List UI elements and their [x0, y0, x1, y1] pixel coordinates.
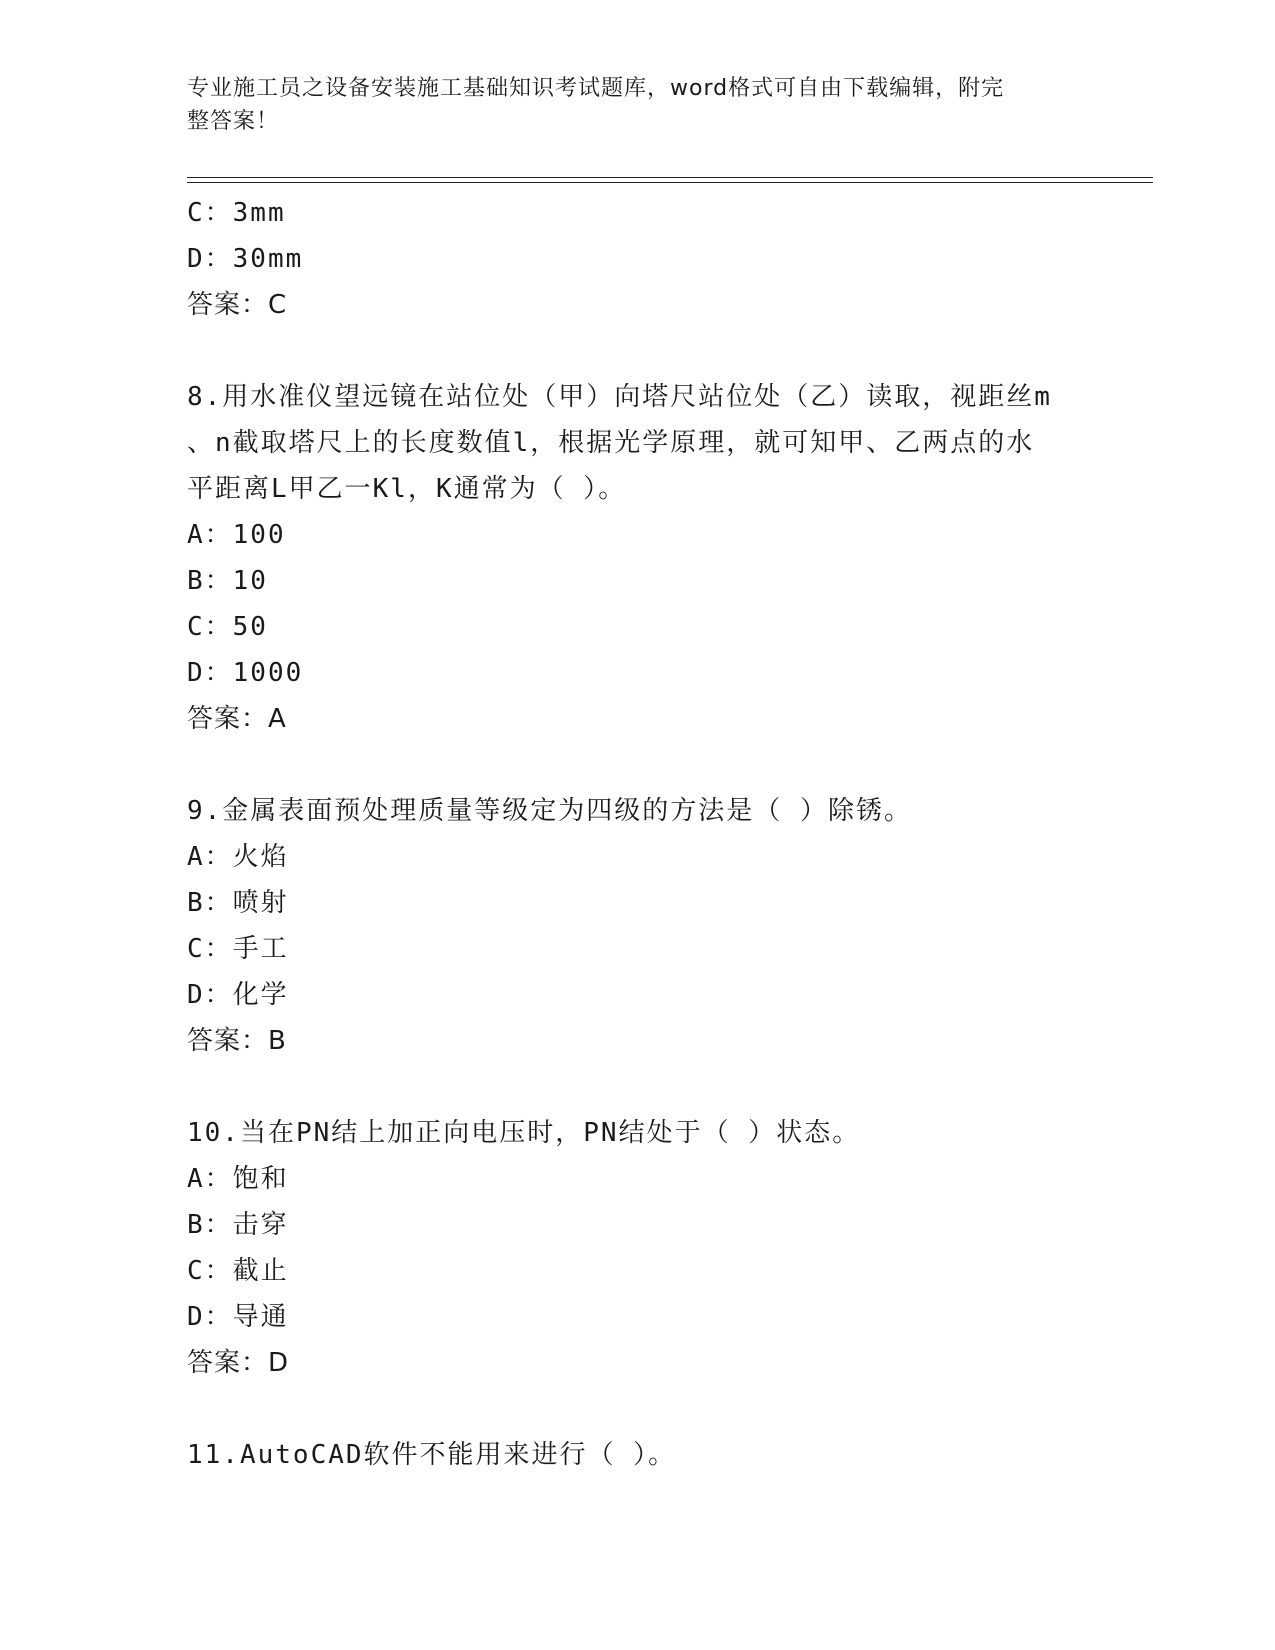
answer-label: 答案：D	[187, 1348, 290, 1378]
question-text-line: 10.当在PN结上加正向电压时，PN结处于（ ）状态。	[187, 1118, 861, 1148]
question-text-line: 9.金属表面预处理质量等级定为四级的方法是（ ）除锈。	[187, 796, 912, 826]
option-b: B：喷射	[187, 888, 289, 918]
question-9	[187, 788, 1087, 1064]
spacer	[187, 1386, 1087, 1432]
answer-label: 答案：C	[187, 290, 288, 320]
spacer	[187, 742, 1087, 788]
option-a: A：饱和	[187, 1164, 289, 1194]
option-a: A：100	[187, 520, 286, 550]
option-b: B：10	[187, 566, 268, 596]
option-c: C：手工	[187, 934, 289, 964]
option-c: C：50	[187, 612, 268, 642]
header-divider-bottom	[187, 182, 1153, 183]
question-text-line: 11.AutoCAD软件不能用来进行（ ）。	[187, 1440, 677, 1470]
document-header	[187, 72, 1067, 138]
spacer	[187, 1064, 1087, 1110]
option-a: A：火焰	[187, 842, 289, 872]
question-10	[187, 1110, 1087, 1386]
header-line-1: 专业施工员之设备安装施工基础知识考试题库，word格式可自由下载编辑，附完	[187, 76, 1005, 101]
option-d: D：1000	[187, 658, 304, 688]
answer-label: 答案：A	[187, 704, 287, 734]
question-8	[187, 374, 1087, 742]
question-text-line: 平距离L甲乙一Kl，K通常为（ ）。	[187, 474, 627, 504]
option-c: C：3mm	[187, 198, 286, 228]
header-line-2: 整答案！	[187, 109, 280, 134]
spacer	[187, 328, 1087, 374]
question-list	[187, 190, 1087, 1478]
option-b: B：击穿	[187, 1210, 289, 1240]
option-c: C：截止	[187, 1256, 289, 1286]
answer-label: 答案：B	[187, 1026, 287, 1056]
question-11	[187, 1432, 1087, 1478]
option-d: D：化学	[187, 980, 289, 1010]
question-text-line: 8.用水准仪望远镜在站位处（甲）向塔尺站位处（乙）读取，视距丝m	[187, 382, 1052, 412]
question-text-line: 、n截取塔尺上的长度数值l，根据光学原理，就可知甲、乙两点的水	[187, 428, 1035, 458]
header-divider-top	[187, 177, 1153, 178]
question-7-tail	[187, 190, 1087, 328]
option-d: D：30mm	[187, 244, 304, 274]
option-d: D：导通	[187, 1302, 289, 1332]
